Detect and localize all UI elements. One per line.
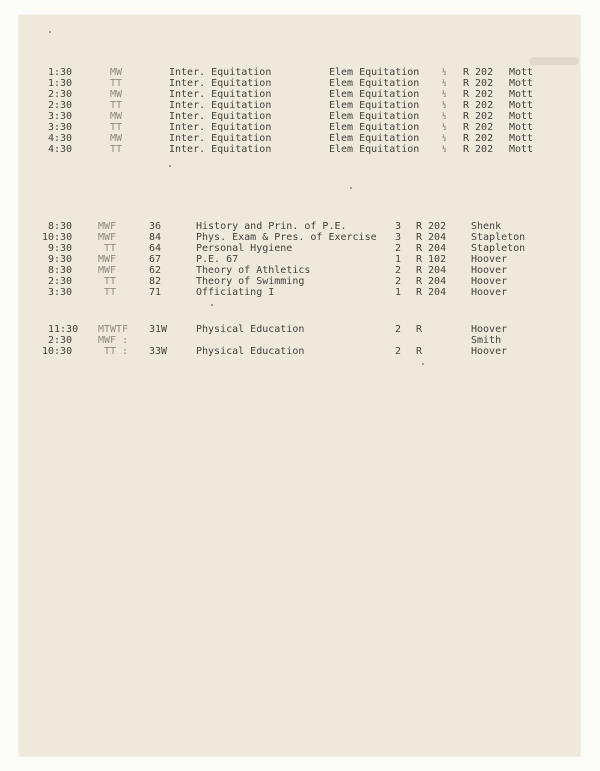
credit: ½ <box>442 68 447 76</box>
instructor: Shenk <box>471 221 502 232</box>
course-name: Inter. Equitation <box>169 111 272 122</box>
time: 1:30 <box>48 67 73 78</box>
course-name: Inter. Equitation <box>169 144 272 155</box>
room: R 202 <box>463 67 494 78</box>
credit: 2 <box>395 346 402 357</box>
course-title: Phys. Exam & Pres. of Exercise <box>196 232 377 243</box>
days: TT <box>104 276 117 287</box>
schedule-row <box>19 111 580 122</box>
time: 4:30 <box>48 133 73 144</box>
schedule-row <box>19 232 580 243</box>
course-title: Theory of Athletics <box>196 265 311 276</box>
room: R 202 <box>463 122 494 133</box>
credit: 2 <box>395 265 402 276</box>
instructor: Hoover <box>471 287 508 298</box>
schedule-row <box>19 78 580 89</box>
schedule-row <box>19 276 580 287</box>
schedule-row <box>19 335 580 346</box>
credit: 2 <box>395 276 402 287</box>
time: 4:30 <box>48 144 73 155</box>
room: R <box>416 346 423 357</box>
course-number: 62 <box>149 265 162 276</box>
course-alt: Elem Equitation <box>329 111 420 122</box>
time: 8:30 <box>48 265 73 276</box>
credit: 1 <box>395 287 402 298</box>
course-title: Officiating I <box>196 287 275 298</box>
time: 3:30 <box>48 122 73 133</box>
days: MWF <box>98 232 117 243</box>
schedule-row <box>19 324 580 335</box>
credit: 1 <box>395 254 402 265</box>
schedule-row <box>19 243 580 254</box>
instructor: Mott <box>509 89 534 100</box>
credit: ½ <box>442 123 447 131</box>
course-alt: Elem Equitation <box>329 133 420 144</box>
course-number: 84 <box>149 232 162 243</box>
instructor: Hoover <box>471 346 508 357</box>
days: MW <box>110 133 123 144</box>
course-alt: Elem Equitation <box>329 100 420 111</box>
days: TT : <box>104 346 129 357</box>
instructor: Mott <box>509 122 534 133</box>
course-number: 64 <box>149 243 162 254</box>
days: MWF <box>98 254 117 265</box>
course-alt: Elem Equitation <box>329 78 420 89</box>
instructor: Mott <box>509 67 534 78</box>
instructor: Stapleton <box>471 232 526 243</box>
paper-speck <box>211 304 213 306</box>
time: 10:30 <box>42 346 73 357</box>
days: TT <box>110 78 123 89</box>
time: 2:30 <box>48 100 73 111</box>
schedule-row <box>19 254 580 265</box>
schedule-row <box>19 89 580 100</box>
course-number: 36 <box>149 221 162 232</box>
room: R 202 <box>463 111 494 122</box>
room: R 202 <box>463 144 494 155</box>
credit: ½ <box>442 101 447 109</box>
time: 11:30 <box>48 324 79 335</box>
course-title: History and Prin. of P.E. <box>196 221 347 232</box>
course-title: Physical Education <box>196 346 305 357</box>
credit: 3 <box>395 221 402 232</box>
course-alt: Elem Equitation <box>329 122 420 133</box>
days: TT <box>110 144 123 155</box>
course-title: Physical Education <box>196 324 305 335</box>
document-page <box>19 15 580 756</box>
days: MWF <box>98 265 117 276</box>
time: 10:30 <box>42 232 73 243</box>
course-name: Inter. Equitation <box>169 78 272 89</box>
schedule-row <box>19 287 580 298</box>
days: TT <box>110 100 123 111</box>
course-name: Inter. Equitation <box>169 67 272 78</box>
course-title: P.E. 67 <box>196 254 239 265</box>
room: R 202 <box>463 133 494 144</box>
room: R 204 <box>416 276 447 287</box>
credit: ½ <box>442 134 447 142</box>
room: R 204 <box>416 232 447 243</box>
days: MWF : <box>98 335 129 346</box>
course-title: Theory of Swimming <box>196 276 305 287</box>
days: TT <box>104 287 117 298</box>
room: R 204 <box>416 243 447 254</box>
faded-pencil-mark <box>529 57 579 65</box>
credit: ½ <box>442 145 447 153</box>
paper-speck <box>169 165 171 167</box>
days: MTWTF <box>98 324 129 335</box>
course-alt: Elem Equitation <box>329 89 420 100</box>
instructor: Hoover <box>471 265 508 276</box>
instructor: Smith <box>471 335 502 346</box>
paper-speck <box>350 187 352 189</box>
days: TT <box>104 243 117 254</box>
instructor: Mott <box>509 111 534 122</box>
schedule-row <box>19 67 580 78</box>
time: 3:30 <box>48 111 73 122</box>
room: R 202 <box>463 78 494 89</box>
instructor: Mott <box>509 100 534 111</box>
course-alt: Elem Equitation <box>329 144 420 155</box>
days: MWF <box>98 221 117 232</box>
credit: ½ <box>442 79 447 87</box>
credit: 3 <box>395 232 402 243</box>
room: R 202 <box>416 221 447 232</box>
course-number: 67 <box>149 254 162 265</box>
schedule-row <box>19 265 580 276</box>
room: R 202 <box>463 100 494 111</box>
schedule-row <box>19 144 580 155</box>
schedule-row <box>19 133 580 144</box>
time: 2:30 <box>48 89 73 100</box>
course-name: Inter. Equitation <box>169 100 272 111</box>
instructor: Hoover <box>471 324 508 335</box>
days: TT <box>110 122 123 133</box>
course-number: 82 <box>149 276 162 287</box>
credit: 2 <box>395 324 402 335</box>
credit: 2 <box>395 243 402 254</box>
instructor: Hoover <box>471 276 508 287</box>
time: 9:30 <box>48 254 73 265</box>
room: R 202 <box>463 89 494 100</box>
schedule-row <box>19 100 580 111</box>
course-name: Inter. Equitation <box>169 133 272 144</box>
course-number: 33W <box>149 346 168 357</box>
course-number: 31W <box>149 324 168 335</box>
course-name: Inter. Equitation <box>169 89 272 100</box>
instructor: Stapleton <box>471 243 526 254</box>
course-name: Inter. Equitation <box>169 122 272 133</box>
paper-speck <box>422 363 424 365</box>
credit: ½ <box>442 90 447 98</box>
course-number: 71 <box>149 287 162 298</box>
credit: ½ <box>442 112 447 120</box>
room: R 204 <box>416 287 447 298</box>
days: MW <box>110 67 123 78</box>
time: 3:30 <box>48 287 73 298</box>
schedule-row <box>19 221 580 232</box>
time: 8:30 <box>48 221 73 232</box>
instructor: Mott <box>509 144 534 155</box>
time: 2:30 <box>48 276 73 287</box>
instructor: Mott <box>509 133 534 144</box>
schedule-row <box>19 122 580 133</box>
instructor: Mott <box>509 78 534 89</box>
days: MW <box>110 89 123 100</box>
time: 9:30 <box>48 243 73 254</box>
course-title: Personal Hygiene <box>196 243 293 254</box>
room: R 204 <box>416 265 447 276</box>
paper-speck <box>49 31 51 33</box>
room: R 102 <box>416 254 447 265</box>
room: R <box>416 324 423 335</box>
course-alt: Elem Equitation <box>329 67 420 78</box>
time: 1:30 <box>48 78 73 89</box>
instructor: Hoover <box>471 254 508 265</box>
time: 2:30 <box>48 335 73 346</box>
days: MW <box>110 111 123 122</box>
schedule-row <box>19 346 580 357</box>
